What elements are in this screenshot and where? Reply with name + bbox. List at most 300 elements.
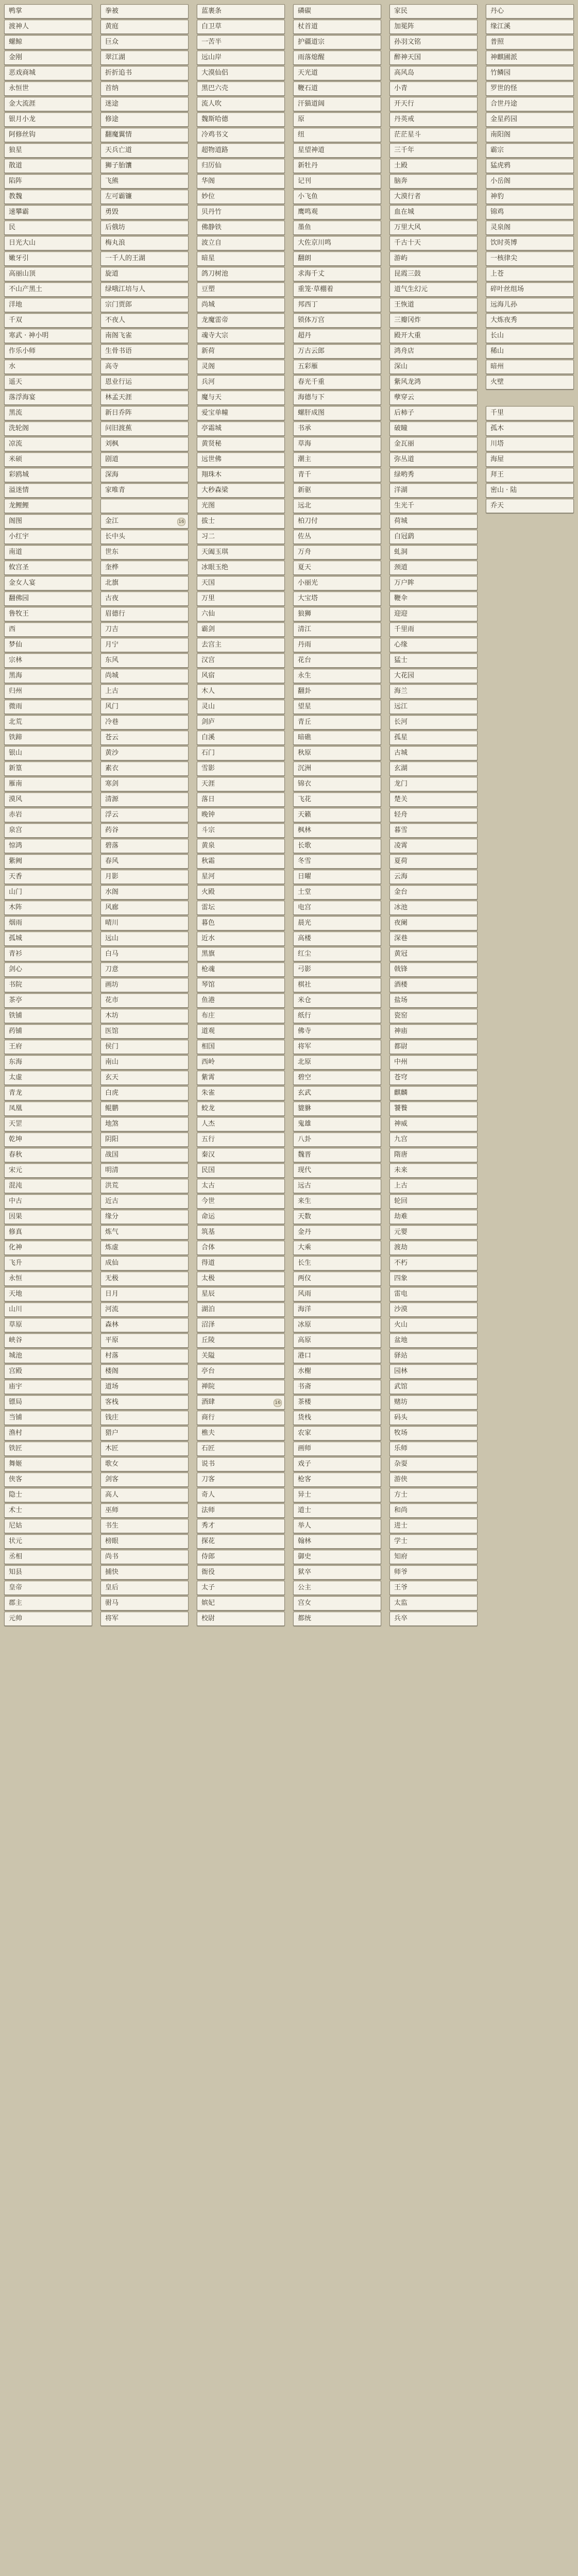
grid-cell[interactable] [4, 653, 92, 668]
grid-cell[interactable] [197, 251, 285, 266]
grid-cell[interactable] [4, 1318, 92, 1332]
grid-cell[interactable] [197, 97, 285, 111]
grid-cell[interactable] [293, 1349, 381, 1363]
grid-cell[interactable] [197, 993, 285, 1008]
grid-cell[interactable] [197, 931, 285, 946]
grid-cell[interactable] [389, 1612, 478, 1626]
grid-cell[interactable] [100, 1519, 189, 1533]
grid-cell[interactable] [197, 1287, 285, 1301]
grid-cell[interactable] [100, 236, 189, 250]
grid-cell[interactable] [389, 1086, 478, 1100]
grid-cell[interactable] [100, 715, 189, 730]
grid-cell[interactable] [197, 1411, 285, 1425]
grid-cell[interactable] [4, 761, 92, 776]
grid-cell[interactable] [486, 66, 574, 80]
grid-cell[interactable] [197, 1117, 285, 1131]
grid-cell[interactable] [197, 885, 285, 900]
grid-cell[interactable] [4, 468, 92, 482]
grid-cell[interactable] [197, 221, 285, 235]
grid-cell[interactable] [293, 437, 381, 451]
grid-cell[interactable] [100, 638, 189, 652]
grid-cell[interactable] [486, 329, 574, 343]
grid-cell[interactable] [100, 221, 189, 235]
grid-cell[interactable] [4, 1364, 92, 1379]
grid-cell[interactable] [4, 344, 92, 359]
grid-cell[interactable] [293, 1565, 381, 1580]
grid-cell[interactable] [100, 499, 189, 513]
grid-cell[interactable] [100, 313, 189, 328]
grid-cell[interactable] [4, 66, 92, 80]
grid-cell[interactable] [389, 1395, 478, 1410]
grid-cell[interactable] [389, 792, 478, 807]
grid-cell[interactable] [293, 344, 381, 359]
grid-cell[interactable] [293, 1426, 381, 1440]
grid-cell[interactable] [4, 1163, 92, 1178]
grid-cell[interactable] [389, 282, 478, 297]
grid-cell[interactable] [197, 622, 285, 637]
grid-cell[interactable] [197, 1565, 285, 1580]
grid-cell[interactable] [100, 839, 189, 853]
grid-cell[interactable] [197, 1256, 285, 1270]
grid-cell[interactable] [4, 854, 92, 869]
grid-cell[interactable] [389, 1055, 478, 1070]
grid-cell[interactable] [293, 97, 381, 111]
grid-cell[interactable] [197, 808, 285, 822]
grid-cell[interactable] [197, 870, 285, 884]
grid-cell[interactable] [389, 437, 478, 451]
grid-cell[interactable] [100, 901, 189, 915]
grid-cell[interactable] [197, 1148, 285, 1162]
grid-cell[interactable] [197, 81, 285, 96]
grid-cell[interactable] [389, 576, 478, 590]
grid-cell[interactable] [293, 35, 381, 49]
grid-cell[interactable] [389, 1534, 478, 1549]
grid-cell[interactable] [100, 437, 189, 451]
grid-cell[interactable] [100, 669, 189, 683]
grid-cell[interactable] [100, 1472, 189, 1487]
grid-cell[interactable] [389, 1163, 478, 1178]
grid-cell[interactable] [100, 885, 189, 900]
grid-cell[interactable] [389, 1596, 478, 1611]
grid-cell[interactable] [486, 344, 574, 359]
grid-cell[interactable] [389, 1364, 478, 1379]
grid-cell[interactable] [4, 1256, 92, 1270]
grid-cell[interactable] [486, 360, 574, 374]
grid-cell[interactable] [486, 298, 574, 312]
grid-cell[interactable] [389, 777, 478, 791]
grid-cell[interactable] [197, 20, 285, 34]
grid-cell[interactable] [197, 406, 285, 420]
grid-cell[interactable] [389, 298, 478, 312]
grid-cell[interactable] [197, 143, 285, 158]
grid-cell[interactable] [293, 1241, 381, 1255]
grid-cell[interactable] [100, 978, 189, 992]
grid-cell[interactable] [389, 66, 478, 80]
grid-cell[interactable] [4, 221, 92, 235]
grid-cell[interactable] [4, 576, 92, 590]
grid-cell[interactable] [197, 267, 285, 281]
grid-cell[interactable] [293, 1009, 381, 1023]
grid-cell[interactable] [293, 931, 381, 946]
grid-cell[interactable] [4, 1472, 92, 1487]
grid-cell[interactable] [389, 700, 478, 714]
grid-cell[interactable] [197, 1426, 285, 1440]
grid-cell[interactable] [486, 437, 574, 451]
grid-cell[interactable] [4, 901, 92, 915]
grid-cell[interactable] [100, 962, 189, 977]
grid-cell[interactable] [100, 251, 189, 266]
grid-cell[interactable] [389, 545, 478, 560]
grid-cell[interactable] [293, 128, 381, 142]
grid-cell[interactable] [389, 50, 478, 65]
grid-cell[interactable] [4, 731, 92, 745]
grid-cell[interactable] [197, 483, 285, 498]
grid-cell[interactable] [293, 700, 381, 714]
grid-cell[interactable] [100, 344, 189, 359]
grid-cell[interactable] [293, 483, 381, 498]
grid-cell[interactable] [100, 993, 189, 1008]
grid-cell[interactable] [4, 931, 92, 946]
grid-cell[interactable] [4, 483, 92, 498]
grid-cell[interactable] [4, 669, 92, 683]
grid-cell[interactable] [197, 1210, 285, 1224]
grid-cell[interactable] [293, 638, 381, 652]
grid-cell[interactable] [389, 761, 478, 776]
grid-cell[interactable] [197, 1333, 285, 1348]
grid-cell[interactable] [293, 406, 381, 420]
grid-cell[interactable] [389, 715, 478, 730]
grid-cell[interactable] [389, 452, 478, 467]
grid-cell[interactable] [293, 267, 381, 281]
grid-cell[interactable] [100, 1225, 189, 1240]
grid-cell[interactable] [100, 1411, 189, 1425]
grid-cell[interactable] [100, 421, 189, 436]
grid-cell[interactable] [4, 4, 92, 19]
grid-cell[interactable] [197, 823, 285, 838]
grid-cell[interactable] [293, 607, 381, 621]
grid-cell[interactable] [100, 576, 189, 590]
grid-cell[interactable] [293, 1411, 381, 1425]
grid-cell[interactable] [486, 452, 574, 467]
grid-cell[interactable] [293, 190, 381, 204]
grid-cell[interactable] [197, 421, 285, 436]
grid-cell[interactable] [486, 406, 574, 420]
grid-cell[interactable] [389, 81, 478, 96]
grid-cell[interactable] [293, 143, 381, 158]
grid-cell[interactable] [100, 1086, 189, 1100]
grid-cell[interactable] [293, 622, 381, 637]
grid-cell[interactable] [100, 1442, 189, 1456]
grid-cell[interactable] [197, 1349, 285, 1363]
grid-cell[interactable] [4, 1503, 92, 1518]
grid-cell[interactable] [389, 1519, 478, 1533]
grid-cell[interactable] [389, 4, 478, 19]
grid-cell[interactable] [389, 1411, 478, 1425]
grid-cell[interactable] [100, 731, 189, 745]
grid-cell[interactable] [486, 313, 574, 328]
grid-cell[interactable] [100, 870, 189, 884]
grid-cell[interactable] [293, 1333, 381, 1348]
grid-cell[interactable] [486, 4, 574, 19]
grid-cell[interactable] [293, 282, 381, 297]
grid-cell[interactable] [293, 1071, 381, 1085]
grid-cell[interactable] [293, 1380, 381, 1394]
grid-cell[interactable] [4, 1581, 92, 1595]
grid-cell[interactable] [389, 1040, 478, 1054]
grid-cell[interactable] [197, 561, 285, 575]
grid-cell[interactable] [4, 20, 92, 34]
grid-cell[interactable] [293, 947, 381, 961]
grid-cell[interactable] [293, 530, 381, 544]
grid-cell[interactable] [100, 1148, 189, 1162]
grid-cell[interactable] [293, 993, 381, 1008]
grid-cell[interactable] [293, 684, 381, 699]
grid-cell[interactable] [389, 514, 478, 529]
grid-cell[interactable] [293, 731, 381, 745]
grid-cell[interactable] [197, 4, 285, 19]
grid-cell[interactable] [4, 947, 92, 961]
grid-cell[interactable] [389, 1241, 478, 1255]
grid-cell[interactable] [4, 267, 92, 281]
grid-cell[interactable] [4, 205, 92, 219]
grid-cell[interactable] [197, 1488, 285, 1502]
grid-cell[interactable] [293, 1395, 381, 1410]
grid-cell[interactable] [389, 1148, 478, 1162]
grid-cell[interactable] [4, 1101, 92, 1116]
grid-cell[interactable] [100, 391, 189, 405]
grid-cell[interactable] [4, 792, 92, 807]
grid-cell[interactable] [4, 591, 92, 606]
grid-cell[interactable] [100, 746, 189, 760]
grid-cell[interactable] [4, 870, 92, 884]
grid-cell[interactable] [293, 452, 381, 467]
grid-cell[interactable] [389, 375, 478, 389]
grid-cell[interactable] [197, 700, 285, 714]
grid-cell[interactable] [293, 761, 381, 776]
grid-cell[interactable] [197, 391, 285, 405]
grid-cell[interactable] [293, 777, 381, 791]
grid-cell[interactable] [486, 205, 574, 219]
grid-cell[interactable] [4, 514, 92, 529]
grid-cell[interactable] [293, 1194, 381, 1209]
grid-cell[interactable] [197, 1581, 285, 1595]
grid-cell[interactable] [293, 251, 381, 266]
grid-cell[interactable] [197, 236, 285, 250]
grid-cell[interactable] [100, 808, 189, 822]
grid-cell[interactable] [486, 35, 574, 49]
grid-cell[interactable] [389, 916, 478, 930]
grid-cell[interactable] [293, 792, 381, 807]
grid-cell[interactable] [293, 901, 381, 915]
grid-cell[interactable] [4, 1225, 92, 1240]
grid-cell[interactable] [293, 313, 381, 328]
grid-cell[interactable] [389, 1210, 478, 1224]
grid-cell[interactable] [486, 190, 574, 204]
grid-cell[interactable] [197, 1225, 285, 1240]
grid-cell[interactable] [197, 1101, 285, 1116]
grid-cell[interactable] [197, 746, 285, 760]
grid-cell[interactable] [293, 4, 381, 19]
grid-cell[interactable] [293, 746, 381, 760]
grid-cell[interactable] [389, 1132, 478, 1147]
grid-cell[interactable] [389, 468, 478, 482]
grid-cell[interactable] [389, 329, 478, 343]
grid-cell[interactable] [197, 66, 285, 80]
grid-cell[interactable] [197, 1071, 285, 1085]
grid-cell[interactable] [4, 406, 92, 420]
grid-cell[interactable] [4, 746, 92, 760]
grid-cell[interactable] [4, 128, 92, 142]
grid-cell[interactable] [197, 375, 285, 389]
grid-cell[interactable] [389, 1071, 478, 1085]
grid-cell[interactable] [389, 499, 478, 513]
grid-cell[interactable] [100, 375, 189, 389]
grid-cell[interactable] [486, 236, 574, 250]
grid-cell[interactable] [389, 483, 478, 498]
grid-cell[interactable] [389, 1179, 478, 1193]
grid-cell[interactable] [293, 1101, 381, 1116]
grid-cell[interactable] [4, 375, 92, 389]
grid-cell[interactable] [100, 1210, 189, 1224]
grid-cell[interactable] [293, 1503, 381, 1518]
grid-cell[interactable] [197, 499, 285, 513]
grid-cell[interactable] [4, 81, 92, 96]
grid-cell[interactable] [4, 1488, 92, 1502]
grid-cell[interactable] [389, 97, 478, 111]
grid-cell[interactable] [4, 978, 92, 992]
grid-cell[interactable] [4, 545, 92, 560]
grid-cell[interactable] [293, 298, 381, 312]
grid-cell[interactable] [293, 839, 381, 853]
grid-cell[interactable] [100, 931, 189, 946]
grid-cell[interactable] [4, 159, 92, 173]
grid-cell[interactable] [100, 545, 189, 560]
grid-cell[interactable] [197, 298, 285, 312]
grid-cell[interactable] [100, 298, 189, 312]
grid-cell[interactable] [389, 20, 478, 34]
grid-cell[interactable] [389, 931, 478, 946]
grid-cell[interactable] [486, 375, 574, 389]
grid-cell[interactable] [389, 1287, 478, 1301]
grid-cell[interactable] [100, 1055, 189, 1070]
grid-cell[interactable] [4, 1055, 92, 1070]
grid-cell[interactable] [100, 159, 189, 173]
grid-cell[interactable] [293, 112, 381, 127]
grid-cell[interactable] [389, 1009, 478, 1023]
grid-cell[interactable] [4, 1519, 92, 1533]
grid-cell[interactable] [100, 1040, 189, 1054]
grid-cell[interactable] [389, 128, 478, 142]
grid-cell[interactable] [389, 669, 478, 683]
grid-cell[interactable] [389, 1101, 478, 1116]
grid-cell[interactable] [100, 468, 189, 482]
grid-cell[interactable] [100, 1302, 189, 1317]
grid-cell[interactable] [100, 1287, 189, 1301]
grid-cell[interactable] [389, 1349, 478, 1363]
grid-cell[interactable] [389, 143, 478, 158]
grid-cell[interactable] [293, 978, 381, 992]
grid-cell[interactable] [4, 1380, 92, 1394]
grid-cell[interactable] [389, 870, 478, 884]
grid-cell[interactable] [100, 50, 189, 65]
grid-cell[interactable] [100, 4, 189, 19]
grid-cell[interactable] [100, 1333, 189, 1348]
grid-cell[interactable] [4, 112, 92, 127]
grid-cell[interactable] [4, 561, 92, 575]
grid-cell[interactable] [197, 916, 285, 930]
grid-cell[interactable] [100, 1241, 189, 1255]
grid-cell[interactable] [4, 499, 92, 513]
grid-cell[interactable] [197, 174, 285, 189]
grid-cell[interactable] [293, 1210, 381, 1224]
grid-cell[interactable] [197, 839, 285, 853]
grid-cell[interactable] [293, 1179, 381, 1193]
grid-cell[interactable] [4, 1009, 92, 1023]
grid-cell[interactable] [4, 1565, 92, 1580]
grid-cell[interactable] [4, 1210, 92, 1224]
grid-cell[interactable] [293, 561, 381, 575]
grid-cell[interactable] [4, 35, 92, 49]
grid-cell[interactable] [389, 1302, 478, 1317]
grid-cell[interactable] [197, 437, 285, 451]
grid-cell[interactable] [4, 1086, 92, 1100]
grid-cell[interactable] [293, 360, 381, 374]
grid-cell[interactable] [389, 1503, 478, 1518]
grid-cell[interactable] [100, 653, 189, 668]
grid-cell[interactable] [4, 777, 92, 791]
grid-cell[interactable] [293, 1086, 381, 1100]
grid-cell[interactable] [4, 1071, 92, 1085]
grid-cell[interactable] [197, 1132, 285, 1147]
grid-cell[interactable] [293, 159, 381, 173]
grid-cell[interactable] [100, 823, 189, 838]
grid-cell[interactable] [100, 530, 189, 544]
grid-cell[interactable] [100, 1534, 189, 1549]
grid-cell[interactable] [293, 81, 381, 96]
grid-cell[interactable] [389, 607, 478, 621]
grid-cell[interactable] [100, 1550, 189, 1564]
grid-cell[interactable] [4, 437, 92, 451]
grid-cell[interactable] [4, 1426, 92, 1440]
grid-cell[interactable] [100, 452, 189, 467]
grid-cell[interactable] [197, 1302, 285, 1317]
grid-cell[interactable] [100, 700, 189, 714]
grid-cell[interactable] [100, 406, 189, 420]
grid-cell[interactable] [100, 1163, 189, 1178]
grid-cell[interactable] [293, 823, 381, 838]
grid-cell[interactable] [293, 669, 381, 683]
grid-cell[interactable] [197, 35, 285, 49]
grid-cell[interactable] [100, 916, 189, 930]
grid-cell[interactable] [197, 1442, 285, 1456]
grid-cell[interactable] [197, 1318, 285, 1332]
grid-cell[interactable] [197, 468, 285, 482]
grid-cell[interactable] [389, 1318, 478, 1332]
grid-cell[interactable] [389, 1194, 478, 1209]
grid-cell[interactable] [389, 591, 478, 606]
grid-cell[interactable] [389, 1457, 478, 1471]
grid-cell[interactable] [293, 808, 381, 822]
grid-cell[interactable] [486, 267, 574, 281]
grid-cell[interactable] [4, 916, 92, 930]
grid-cell[interactable] [100, 1132, 189, 1147]
grid-cell[interactable] [100, 1503, 189, 1518]
grid-cell[interactable] [486, 50, 574, 65]
grid-cell[interactable] [100, 360, 189, 374]
grid-cell[interactable] [389, 251, 478, 266]
grid-cell[interactable] [389, 993, 478, 1008]
grid-cell[interactable] [293, 1488, 381, 1502]
